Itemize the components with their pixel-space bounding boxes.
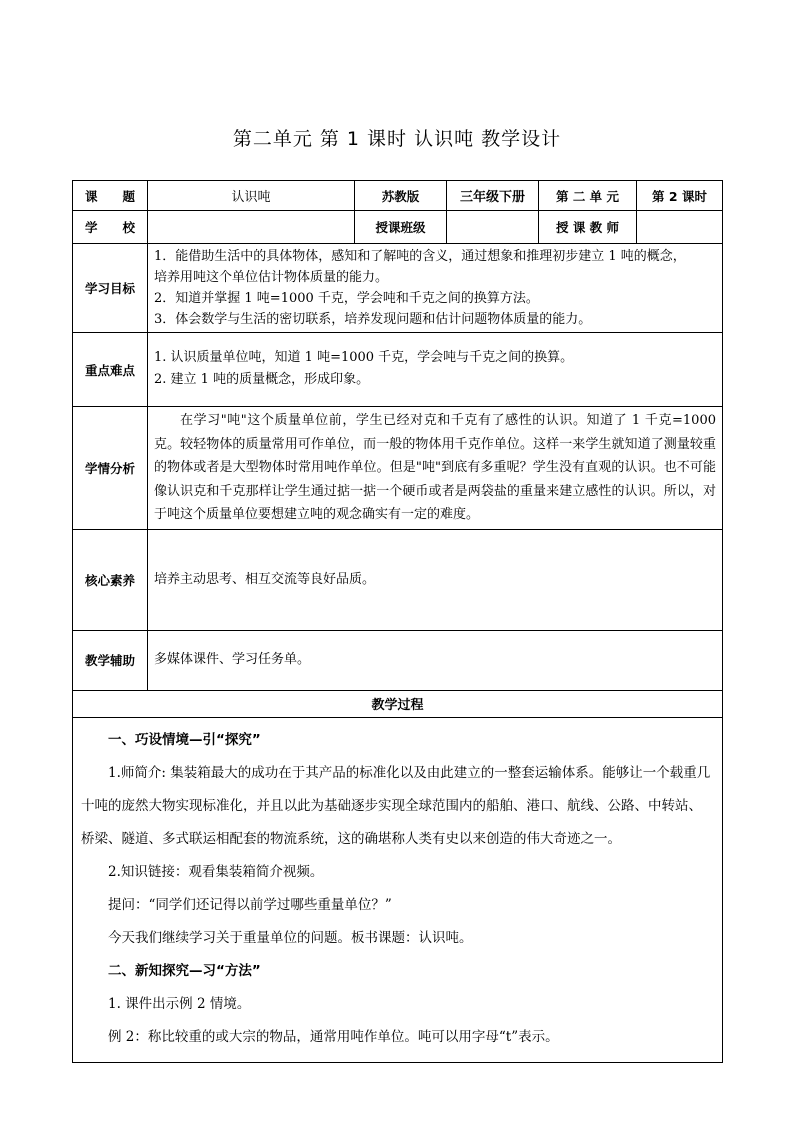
school-value (148, 211, 355, 244)
section-heading: 二、新知探究—习“方法” (108, 962, 261, 979)
unit: 第 二 单 元 (539, 181, 637, 211)
literacy-content: 培养主动思考、相互交流等良好品质。 (148, 529, 723, 630)
row-objectives (73, 244, 723, 333)
objectives-content (148, 244, 723, 333)
objective-line: 3．体会数学与生活的密切联系，培养发现问题和估计问题物体质量的能力。 (154, 312, 592, 327)
row-analysis (73, 407, 723, 530)
process-content (73, 717, 723, 1062)
row-aids (73, 630, 723, 690)
key-points-content (148, 333, 723, 407)
aids-content: 多媒体课件、学习任务单。 (148, 630, 723, 690)
lesson-plan-table (72, 180, 723, 1063)
grade: 三年级下册 (447, 181, 539, 211)
process-paragraph: 提问：“同学们还记得以前学过哪些重量单位？” (108, 896, 392, 913)
process-heading: 教学过程 (73, 690, 723, 717)
teacher-value (637, 211, 723, 244)
process-paragraph: 1.师简介: 集装箱最大的成功在于其产品的标准化以及由此建立的一整套运输体系。能够让一个载重几十吨的庞然大物实现标准化，并且以此为基础逐步实现全球范围内的船舶、港口、航线、公路、中转站、桥梁、隧道、多式联运相配套的物流系统，这的确堪称人类有史以来创造的伟大奇迹之一。 (81, 764, 711, 847)
process-paragraph: 例 2：称比较重的或大宗的物品，通常用吨作单位。吨可以用字母“t”表示。 (108, 1028, 559, 1045)
process-paragraph: 今天我们继续学习关于重量单位的问题。板书课题：认识吨。 (108, 929, 473, 946)
row-key-points (73, 333, 723, 407)
aids-label: 教学辅助 (73, 630, 148, 690)
objective-line: 2．知道并掌握 1 吨=1000 千克，学会吨和千克之间的换算方法。 (154, 291, 539, 306)
topic-value: 认识吨 (148, 181, 355, 211)
row-process-heading (73, 690, 723, 717)
objectives-label: 学习目标 (73, 244, 148, 333)
analysis-label: 学情分析 (73, 407, 148, 530)
key-point-line: 1. 认识质量单位吨，知道 1 吨=1000 千克，学会吨与千克之间的换算。 (154, 350, 574, 365)
objective-line: 1．能借助生活中的具体物体，感知和了解吨的含义，通过想象和推理初步建立 1 吨的概念， (154, 249, 686, 264)
row-topic (73, 181, 723, 211)
class-value (447, 211, 539, 244)
key-points-label: 重点难点 (73, 333, 148, 407)
class-label: 授课班级 (355, 211, 447, 244)
publisher: 苏教版 (355, 181, 447, 211)
row-literacy (73, 529, 723, 630)
document-title: 第二单元 第 1 课时 认识吨 教学设计 (232, 128, 562, 150)
school-label: 学 校 (73, 211, 148, 244)
row-school (73, 211, 723, 244)
key-point-line: 2. 建立 1 吨的质量概念，形成印象。 (154, 372, 370, 387)
process-paragraph: 1. 课件出示例 2 情境。 (108, 995, 251, 1012)
analysis-content: 在学习"吨"这个质量单位前，学生已经对克和千克有了感性的认识。知道了 1 千克=1000 克。较轻物体的质量常用可作单位，而一般的物体用千克作单位。这样一来学生就知道了测量较重的物体或者是大型物体时常用吨作单位。但是"吨"到底有多重呢？学生没有直观的认识。也不可能像认识克和千克那样让学生通过掂一掂一个硬币或者是两袋盐的重量来建立感性的认识。所以，对于吨这个质量单位要想建立吨的观念确实有一定的难度。 (148, 407, 723, 530)
literacy-label: 核心素养 (73, 529, 148, 630)
objective-line: 培养用吨这个单位估计物体质量的能力。 (154, 270, 389, 285)
section-heading: 一、巧设情境—引“探究” (108, 731, 261, 748)
teacher-label: 授 课 教 师 (539, 211, 637, 244)
lesson-number: 第 2 课时 (637, 181, 723, 211)
topic-label: 课 题 (73, 181, 148, 211)
process-paragraph: 2.知识链接：观看集装箱简介视频。 (108, 863, 324, 880)
row-process (73, 717, 723, 1062)
